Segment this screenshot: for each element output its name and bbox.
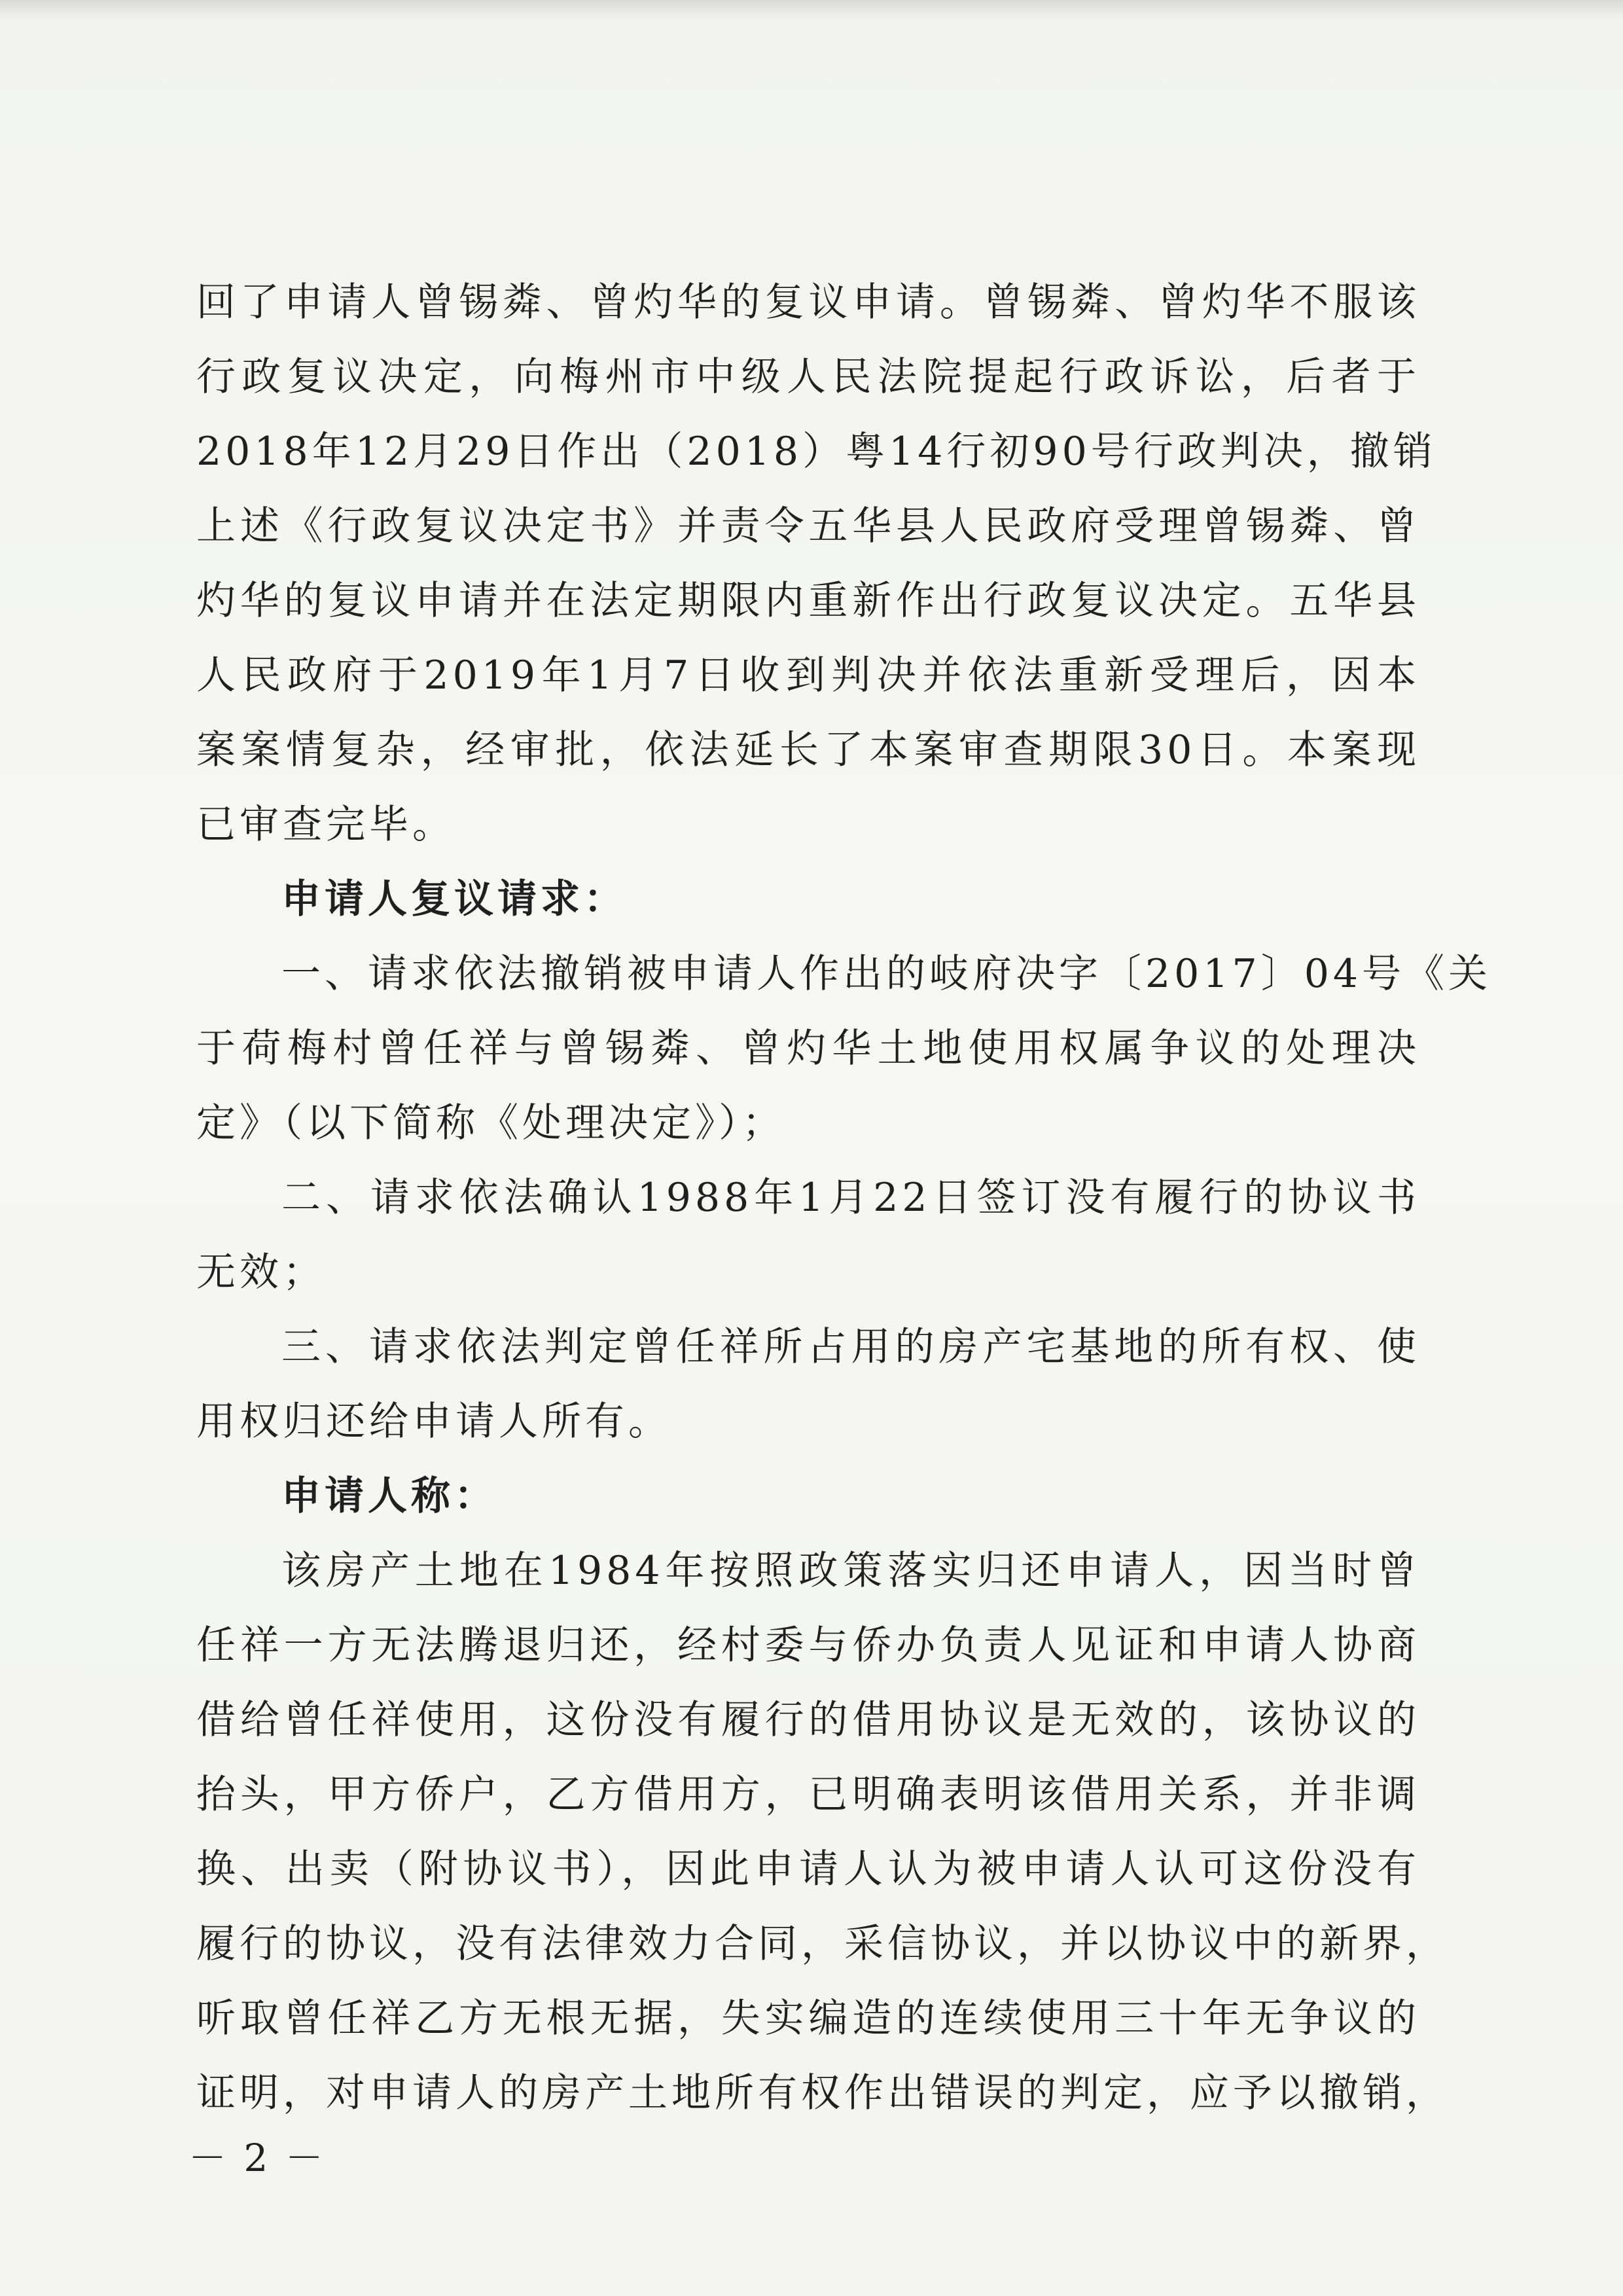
- section-heading: 申请人复议请求：: [281, 876, 627, 922]
- scan-edge-shadow: [0, 0, 1623, 20]
- section-heading: 申请人称：: [281, 1473, 497, 1519]
- text-line: 换、出卖（附协议书），因此申请人认为被申请人认可这份没有: [196, 1846, 1420, 1892]
- text-line: 上述《行政复议决定书》并责令五华县人民政府受理曾锡粦、曾: [196, 503, 1420, 549]
- text-line: 案案情复杂，经审批，依法延长了本案审查期限30日。本案现: [196, 727, 1420, 773]
- text-line: 该房产土地在1984年按照政策落实归还申请人，因当时曾: [281, 1548, 1420, 1594]
- text-line: 三、请求依法判定曾任祥所占用的房产宅基地的所有权、使: [281, 1324, 1420, 1370]
- text-line: 抬头，甲方侨户，乙方借用方，已明确表明该借用关系，并非调: [196, 1772, 1420, 1818]
- text-line: 任祥一方无法腾退归还，经村委与侨办负责人见证和申请人协商: [196, 1623, 1420, 1668]
- text-line: 证明，对申请人的房产土地所有权作出错误的判定，应予以撤销，: [196, 2070, 1449, 2116]
- text-line: 2018年12月29日作出（2018）粤14行初90号行政判决，撤销: [196, 429, 1436, 475]
- page-number: － 2 －: [188, 2136, 326, 2180]
- text-line: 灼华的复议申请并在法定期限内重新作出行政复议决定。五华县: [196, 578, 1420, 624]
- text-line: 人民政府于2019年1月7日收到判决并依法重新受理后，因本: [196, 653, 1420, 698]
- text-line: 已审查完毕。: [196, 802, 455, 848]
- text-line: 听取曾任祥乙方无根无据，失实编造的连续使用三十年无争议的: [196, 1996, 1420, 2041]
- text-line: 履行的协议，没有法律效力合同，采信协议，并以协议中的新界，: [196, 1921, 1449, 1967]
- text-line: 借给曾任祥使用，这份没有履行的借用协议是无效的，该协议的: [196, 1697, 1420, 1743]
- text-line: 回了申请人曾锡粦、曾灼华的复议申请。曾锡粦、曾灼华不服该: [196, 279, 1420, 325]
- text-line: 用权归还给申请人所有。: [196, 1399, 671, 1444]
- document-body: [196, 265, 1492, 2130]
- text-line: 行政复议决定，向梅州市中级人民法院提起行政诉讼，后者于: [196, 354, 1420, 400]
- text-line: 无效；: [196, 1249, 326, 1295]
- text-line: 于荷梅村曾任祥与曾锡粦、曾灼华土地使用权属争议的处理决: [196, 1026, 1420, 1071]
- text-line: 定》（以下简称《处理决定》）；: [196, 1100, 785, 1146]
- text-line: 二、请求依法确认1988年1月22日签订没有履行的协议书: [281, 1175, 1420, 1221]
- text-line: 一、请求依法撤销被申请人作出的岐府决字〔2017〕04号《关: [281, 951, 1492, 997]
